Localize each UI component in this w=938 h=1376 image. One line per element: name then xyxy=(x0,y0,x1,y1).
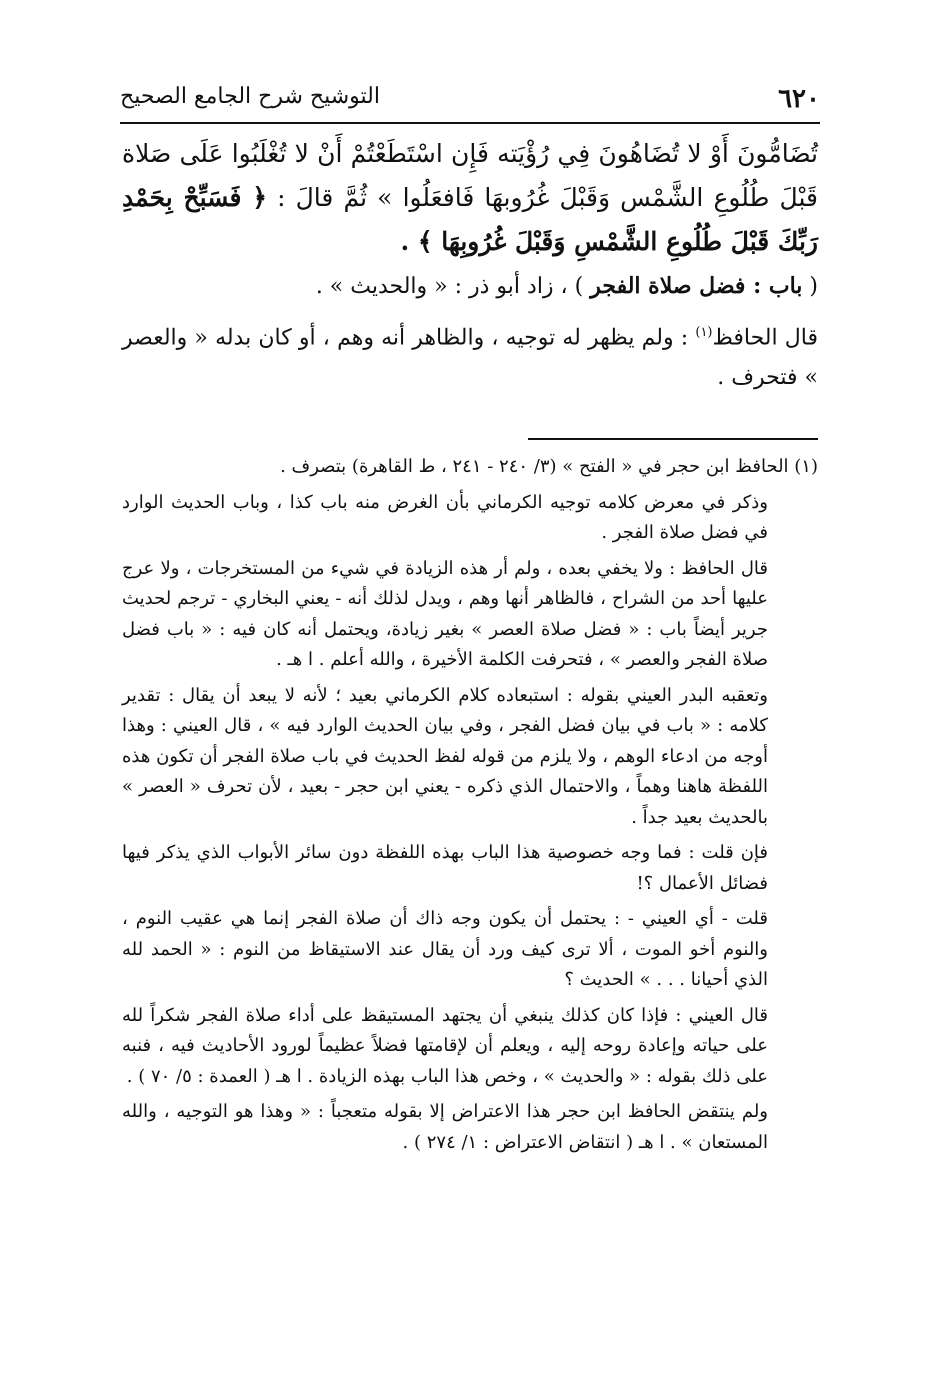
header-rule xyxy=(120,122,820,124)
chapter-open-paren: ( xyxy=(809,274,818,299)
footnote-paragraph: فإن قلت : فما وجه خصوصية هذا الباب بهذه اللفظة دون سائر الأبواب الذي يذكر فيها فضائل الأعمال ؟! xyxy=(122,842,768,894)
hafiz-lead: قال الحافظ xyxy=(712,325,818,351)
page-number: ٦٢٠ xyxy=(778,84,820,114)
footnotes xyxy=(122,452,818,1163)
footnote-paragraph: قال العيني : فإذا كان كذلك ينبغي أن يجتهد المستيقظ على أداء صلاة الفجر شكراً لله على حياته وإعادة روحه إليه ، ويعلم أن لإقامتها فضلاً عظيماً لورود الأحاديث فيه ، فنبه على ذلك بقوله : « والحديث » ، وخص هذا الباب بهذه الزيادة . ا هـ ( العمدة : ٥/ ٧٠ ) . xyxy=(122,1004,768,1087)
footnote-separator xyxy=(528,438,818,440)
footnote-citation: (١) الحافظ ابن حجر في « الفتح » (٣/ ٢٤٠ - ٢٤١ ، ط القاهرة) بتصرف . xyxy=(280,456,818,477)
chapter-heading xyxy=(122,266,818,307)
chapter-title: باب : فضل صلاة الفجر xyxy=(590,273,803,299)
quran-verse: ﴿ فَسَبِّحْ بِحَمْدِ رَبِّكَ قَبْلَ طُلُوعِ الشَّمْسِ وَقَبْلَ غُرُوبِهَا ﴾ . xyxy=(122,183,818,256)
hadith-text: تُضَامُّونَ أَوْ لا تُضَاهُونَ فِي رُؤْيَته فَإِن اسْتَطَعْتُمْ أَنْ لا تُغْلَبُوا عَلَى صَلاة قَبْلَ طُلُوعِ الشَّمْس وَقَبْلَ غُرُوبهَا فَافعَلُوا » ثُمَّ قالَ : xyxy=(122,139,818,212)
footnote-ref: (١) xyxy=(695,325,713,340)
hadith-paragraph xyxy=(122,132,818,264)
chapter-note: ) ، زاد أبو ذر : « والحديث » . xyxy=(315,274,584,299)
footnote-paragraph: وتعقبه البدر العيني بقوله : استبعاده كلام الكرماني بعيد ؛ لأنه لا يبعد أن يقال : تقدير كلامه : « باب في بيان فضل الفجر ، وفي بيان الحديث الوارد فيه » ، قال العيني : وهذا أوجه من ادعاء الوهم ، ولا يلزم من قوله لفظ الحديث في باب صلاة الفجر أن تكون هذه اللفظة هاهنا وهماً ، والاحتمال الذي ذكره - يعني ابن حجر - بعيد ، لأن تحرف « العصر » بالحديث بعيد جداً . xyxy=(122,684,768,828)
footnote-paragraph: ولم ينتقض الحافظ ابن حجر هذا الاعتراض إلا بقوله متعجباً : « وهذا هو التوجيه ، والله المستعان » . ا هـ ( انتقاض الاعتراض : ١/ ٢٧٤ ) . xyxy=(122,1101,768,1153)
main-text xyxy=(122,132,818,398)
footnote-paragraph: قلت - أي العيني - : يحتمل أن يكون وجه ذاك أن صلاة الفجر إنما هي عقيب النوم ، والنوم أخو الموت ، ألا ترى كيف ورد أن يقال عند الاستيقاظ من النوم : « الحمد لله الذي أحيانا . . . » الحديث ؟ xyxy=(122,908,768,990)
hafiz-text: : ولم يظهر له توجيه ، والظاهر أنه وهم ، أو كان بدله « والعصر » فتحرف . xyxy=(122,325,818,391)
footnote-paragraph: وذكر في معرض كلامه توجيه الكرماني بأن الغرض منه باب كذا ، وباب الحديث الوارد في فضل صلاة الفجر . xyxy=(122,491,768,543)
running-title: التوشيح شرح الجامع الصحيح xyxy=(120,84,380,109)
hafiz-paragraph xyxy=(122,313,818,398)
footnote-paragraph: قال الحافظ : ولا يخفي بعده ، ولم أر هذه الزيادة في شيء من المستخرجات ، ولا عرج عليها أحد من الشراح ، فالظاهر أنها وهم ، ويدل لذلك أنه - يعني البخاري - ترجم لحديث جرير أيضاً باب : « فضل صلاة العصر » بغير زيادة، ويحتمل أنه كان فيه : « باب فضل صلاة الفجر والعصر » ، فتحرفت الكلمة الأخيرة ، والله أعلم . ا هـ . xyxy=(122,557,768,670)
page-header xyxy=(120,78,820,118)
